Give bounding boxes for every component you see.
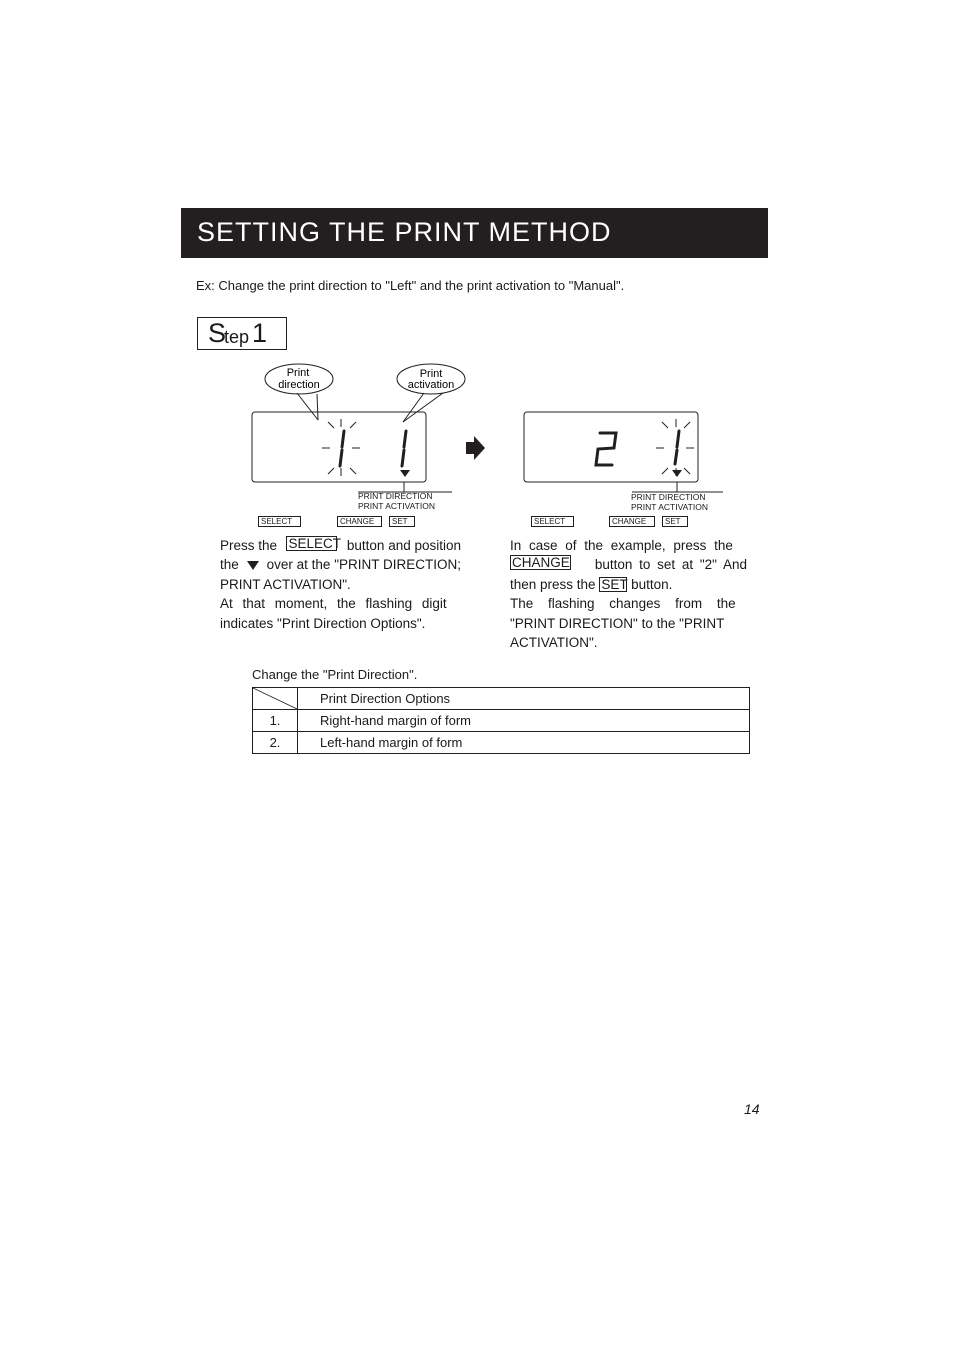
table-header-row bbox=[253, 688, 750, 710]
lcd-digit-right-1-seg bbox=[675, 450, 677, 464]
lcd-digit-left-2-seg bbox=[404, 431, 406, 447]
lcd-digit-right-2 bbox=[596, 433, 616, 465]
diagonal-line bbox=[253, 688, 297, 709]
text-run: button to set at "2" And bbox=[594, 557, 747, 573]
text-line: PRINT ACTIVATION". bbox=[220, 576, 351, 592]
right-arrow-icon bbox=[466, 436, 485, 460]
lcd-panel-left bbox=[252, 412, 426, 482]
left-instructions bbox=[220, 536, 461, 633]
right-instructions bbox=[510, 536, 747, 652]
lcd-digit-right-1-seg bbox=[677, 431, 679, 447]
lcd-label-left bbox=[358, 491, 435, 511]
table-row bbox=[253, 710, 750, 732]
pointer-triangle-icon bbox=[247, 561, 259, 570]
callout-direction-line1: Print bbox=[286, 367, 310, 379]
step-word: tep bbox=[224, 327, 250, 347]
text-run: button and position bbox=[346, 538, 461, 553]
pointer-triangle-icon bbox=[672, 470, 682, 477]
text-line: indicates "Print Direction Options". bbox=[220, 615, 426, 631]
lcd-digit-left-2-seg bbox=[402, 450, 404, 466]
diagonal-header-cell bbox=[253, 688, 298, 710]
text-line: ACTIVATION". bbox=[510, 634, 598, 650]
callout-activation-line1: Print bbox=[419, 368, 443, 380]
change-button-tag: CHANGE bbox=[337, 516, 382, 527]
lcd-label-line: PRINT ACTIVATION bbox=[358, 501, 435, 511]
set-button-tag: SET bbox=[662, 516, 688, 527]
callout-pointer bbox=[297, 393, 318, 420]
page-number: 14 bbox=[744, 1101, 760, 1117]
pointer-triangle-icon bbox=[400, 470, 410, 477]
lcd-label-line: PRINT DIRECTION bbox=[631, 492, 706, 502]
lcd-diagrams bbox=[0, 0, 954, 560]
callout-pointer bbox=[403, 393, 424, 422]
step-number: 1 bbox=[252, 318, 268, 348]
table-row bbox=[253, 732, 750, 754]
text-run: over at the "PRINT DIRECTION; bbox=[266, 557, 461, 573]
text-run: the bbox=[220, 557, 239, 573]
flash-rays-right bbox=[656, 419, 694, 476]
text-line bbox=[220, 594, 461, 613]
callout-direction-line2: direction bbox=[278, 379, 320, 391]
lcd-digit-left-1-seg bbox=[342, 431, 344, 447]
step-first-letter: S bbox=[208, 318, 227, 348]
select-inline-tag: SELECT bbox=[288, 536, 341, 551]
table-cell-text: Right-hand margin of form bbox=[298, 710, 750, 732]
intro-text: Ex: Change the print direction to "Left" and the print activation to "Manual". bbox=[196, 278, 625, 293]
table-cell-text: Left-hand margin of form bbox=[298, 732, 750, 754]
table-header: Print Direction Options bbox=[298, 688, 750, 710]
table-cell-num: 1. bbox=[253, 710, 298, 732]
lcd-label-right bbox=[631, 492, 708, 512]
text-line bbox=[220, 536, 461, 555]
text-run: then press the bbox=[510, 576, 596, 592]
callout-pointer bbox=[317, 394, 318, 420]
change-inline-tag: CHANGE bbox=[512, 555, 570, 571]
change-button-tag: CHANGE bbox=[609, 516, 655, 527]
text-line: In case of the example, press the bbox=[510, 538, 733, 553]
text-line bbox=[220, 555, 461, 574]
lcd-label-line: PRINT DIRECTION bbox=[358, 491, 433, 501]
lcd-digit-left-1-seg bbox=[340, 450, 342, 466]
callout-pointer bbox=[403, 393, 443, 422]
text-line: "PRINT DIRECTION" to the "PRINT bbox=[510, 615, 725, 631]
table-cell-num: 2. bbox=[253, 732, 298, 754]
page-title: SETTING THE PRINT METHOD bbox=[197, 217, 612, 247]
text-line bbox=[510, 575, 747, 594]
text-line: The flashing changes from the bbox=[510, 596, 736, 612]
text-run: Press the bbox=[220, 538, 278, 553]
set-inline-tag: SET bbox=[601, 576, 628, 592]
select-button-tag: SELECT bbox=[258, 516, 301, 527]
text-run: button. bbox=[631, 576, 673, 592]
print-direction-table bbox=[252, 687, 750, 754]
lcd-label-line: PRINT ACTIVATION bbox=[631, 502, 708, 512]
select-button-tag: SELECT bbox=[531, 516, 574, 527]
table-caption: Change the "Print Direction". bbox=[252, 667, 418, 682]
set-button-tag: SET bbox=[389, 516, 415, 527]
text-line bbox=[510, 555, 747, 574]
callout-activation-line2: activation bbox=[407, 379, 455, 391]
text-run: At that moment, the flashing digit bbox=[220, 596, 447, 612]
